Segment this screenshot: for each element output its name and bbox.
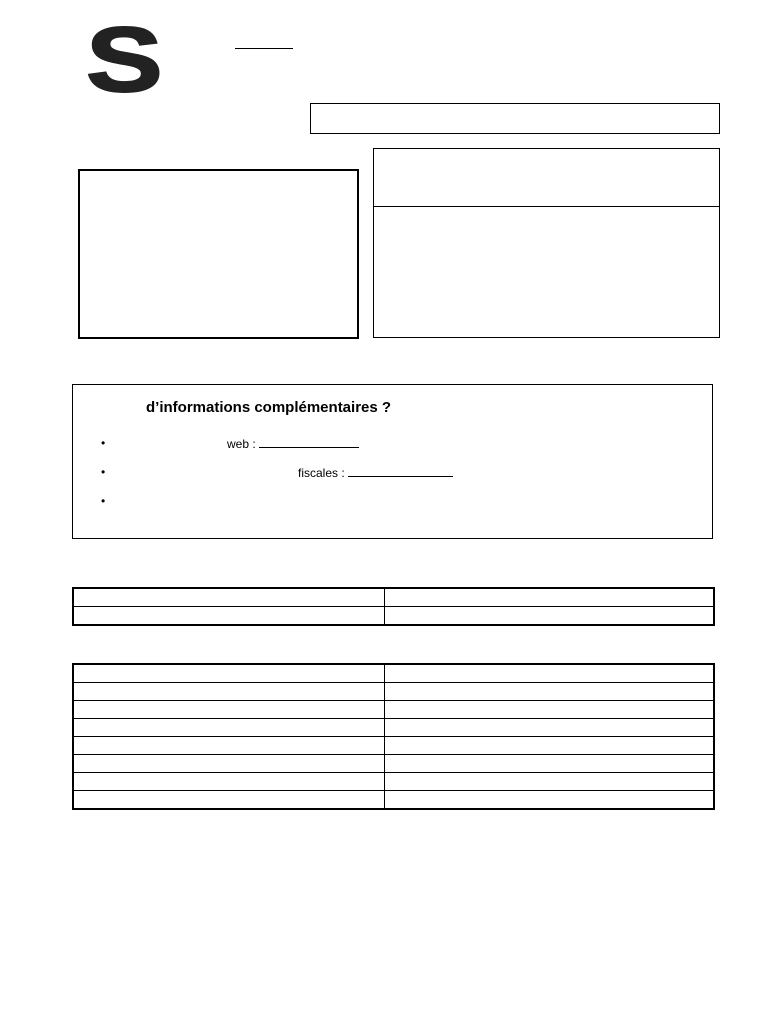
table-cell bbox=[73, 588, 384, 607]
recipient-box bbox=[373, 148, 720, 338]
table-row bbox=[73, 588, 714, 607]
table-row bbox=[73, 701, 714, 719]
table-cell bbox=[73, 737, 384, 755]
info-bullet-fiscales bbox=[101, 465, 701, 479]
web-blank-line bbox=[259, 436, 359, 448]
table-cell bbox=[73, 719, 384, 737]
table-cell bbox=[73, 607, 384, 626]
table-cell bbox=[384, 755, 714, 773]
bullet-dot: • bbox=[101, 465, 106, 479]
table-cell bbox=[73, 773, 384, 791]
table-cell bbox=[384, 683, 714, 701]
info-bullet-empty bbox=[101, 494, 701, 508]
table-cell bbox=[384, 737, 714, 755]
bullet-label-fiscales: fiscales : bbox=[298, 466, 345, 480]
table-row bbox=[73, 755, 714, 773]
table-cell bbox=[73, 664, 384, 683]
table-cell bbox=[73, 683, 384, 701]
fiscales-blank-line bbox=[348, 465, 453, 477]
table-row bbox=[73, 791, 714, 810]
table-row bbox=[73, 664, 714, 683]
document-title-field bbox=[310, 103, 720, 134]
table-cell bbox=[384, 719, 714, 737]
table-cell bbox=[384, 588, 714, 607]
summary-table bbox=[72, 587, 715, 626]
table-cell bbox=[384, 607, 714, 626]
info-bullet-web bbox=[101, 436, 701, 450]
recipient-box-divider bbox=[374, 206, 719, 207]
table-row bbox=[73, 737, 714, 755]
company-logo: S bbox=[86, 9, 163, 111]
header-underline bbox=[235, 48, 293, 49]
additional-info-panel bbox=[72, 384, 713, 539]
bullet-dot: • bbox=[101, 494, 106, 508]
table-cell bbox=[73, 755, 384, 773]
sender-address-box bbox=[78, 169, 359, 339]
info-heading: d’informations complémentaires ? bbox=[146, 399, 392, 416]
bullet-label-web: web : bbox=[227, 437, 256, 451]
details-table bbox=[72, 663, 715, 810]
table-row bbox=[73, 719, 714, 737]
table-row bbox=[73, 607, 714, 626]
table-cell bbox=[384, 664, 714, 683]
table-cell bbox=[384, 791, 714, 810]
table-row bbox=[73, 683, 714, 701]
table-cell bbox=[384, 773, 714, 791]
table-cell bbox=[73, 701, 384, 719]
table-row bbox=[73, 773, 714, 791]
table-cell bbox=[73, 791, 384, 810]
bullet-dot: • bbox=[101, 436, 106, 450]
table-cell bbox=[384, 701, 714, 719]
